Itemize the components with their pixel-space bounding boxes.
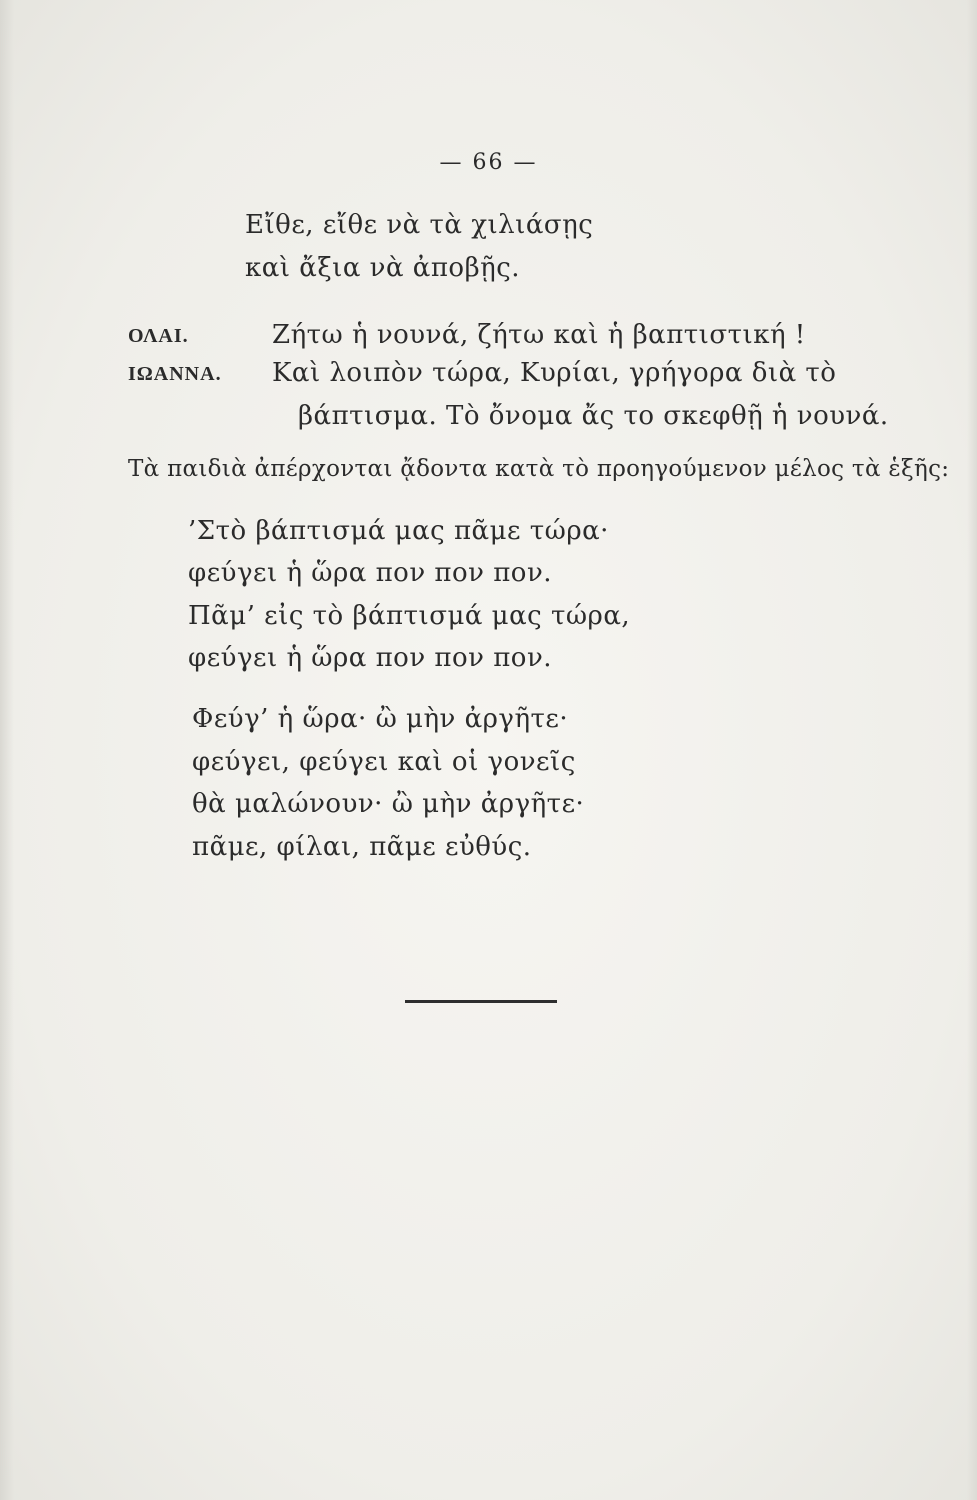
song-line: φεύγει ἡ ὥρα πον πον πον. xyxy=(188,558,553,588)
page-shadow-left xyxy=(0,0,14,1500)
song-line: Φεύγ’ ἡ ὥρα· ὢ μὴν ἀργῆτε· xyxy=(192,704,569,734)
song-line: θὰ μαλώνουν· ὢ μὴν ἀργῆτε· xyxy=(192,789,585,819)
song-line: πᾶμε, φίλαι, πᾶμε εὐθύς. xyxy=(192,832,532,862)
verse-top-line: Εἴθε, εἴθε νὰ τὰ χιλιάσῃς xyxy=(245,210,594,240)
song-line: ’Στὸ βάπτισμά μας πᾶμε τώρα· xyxy=(188,516,609,546)
speaker-label: ΟΛΑΙ. xyxy=(128,325,189,347)
section-divider-rule xyxy=(405,1000,557,1003)
dialogue-line: βάπτισμα. Τὸ ὄνομα ἄς το σκεφθῇ ἡ νουνά. xyxy=(298,401,889,431)
dialogue-line: Ζήτω ἡ νουνά, ζήτω καὶ ἡ βαπτιστική ! xyxy=(272,320,806,350)
song-line: φεύγει, φεύγει καὶ οἱ γονεῖς xyxy=(192,747,576,777)
page-shadow-right xyxy=(967,0,977,1500)
verse-top-line: καὶ ἄξια νὰ ἀποβῇς. xyxy=(245,253,521,283)
dialogue-line: Καὶ λοιπὸν τώρα, Κυρίαι, γρήγορα διὰ τὸ xyxy=(272,358,837,388)
page-number: — 66 — xyxy=(439,150,538,175)
song-line: Πᾶμ’ εἰς τὸ βάπτισμά μας τώρα, xyxy=(188,601,631,631)
speaker-label: ΙΩΑΝΝΑ. xyxy=(128,363,222,385)
song-line: φεύγει ἡ ὥρα πον πον πον. xyxy=(188,643,553,673)
stage-direction: Τὰ παιδιὰ ἀπέρχονται ᾄδοντα κατὰ τὸ προηγούμενον μέλος τὰ ἑξῆς: xyxy=(128,456,950,482)
